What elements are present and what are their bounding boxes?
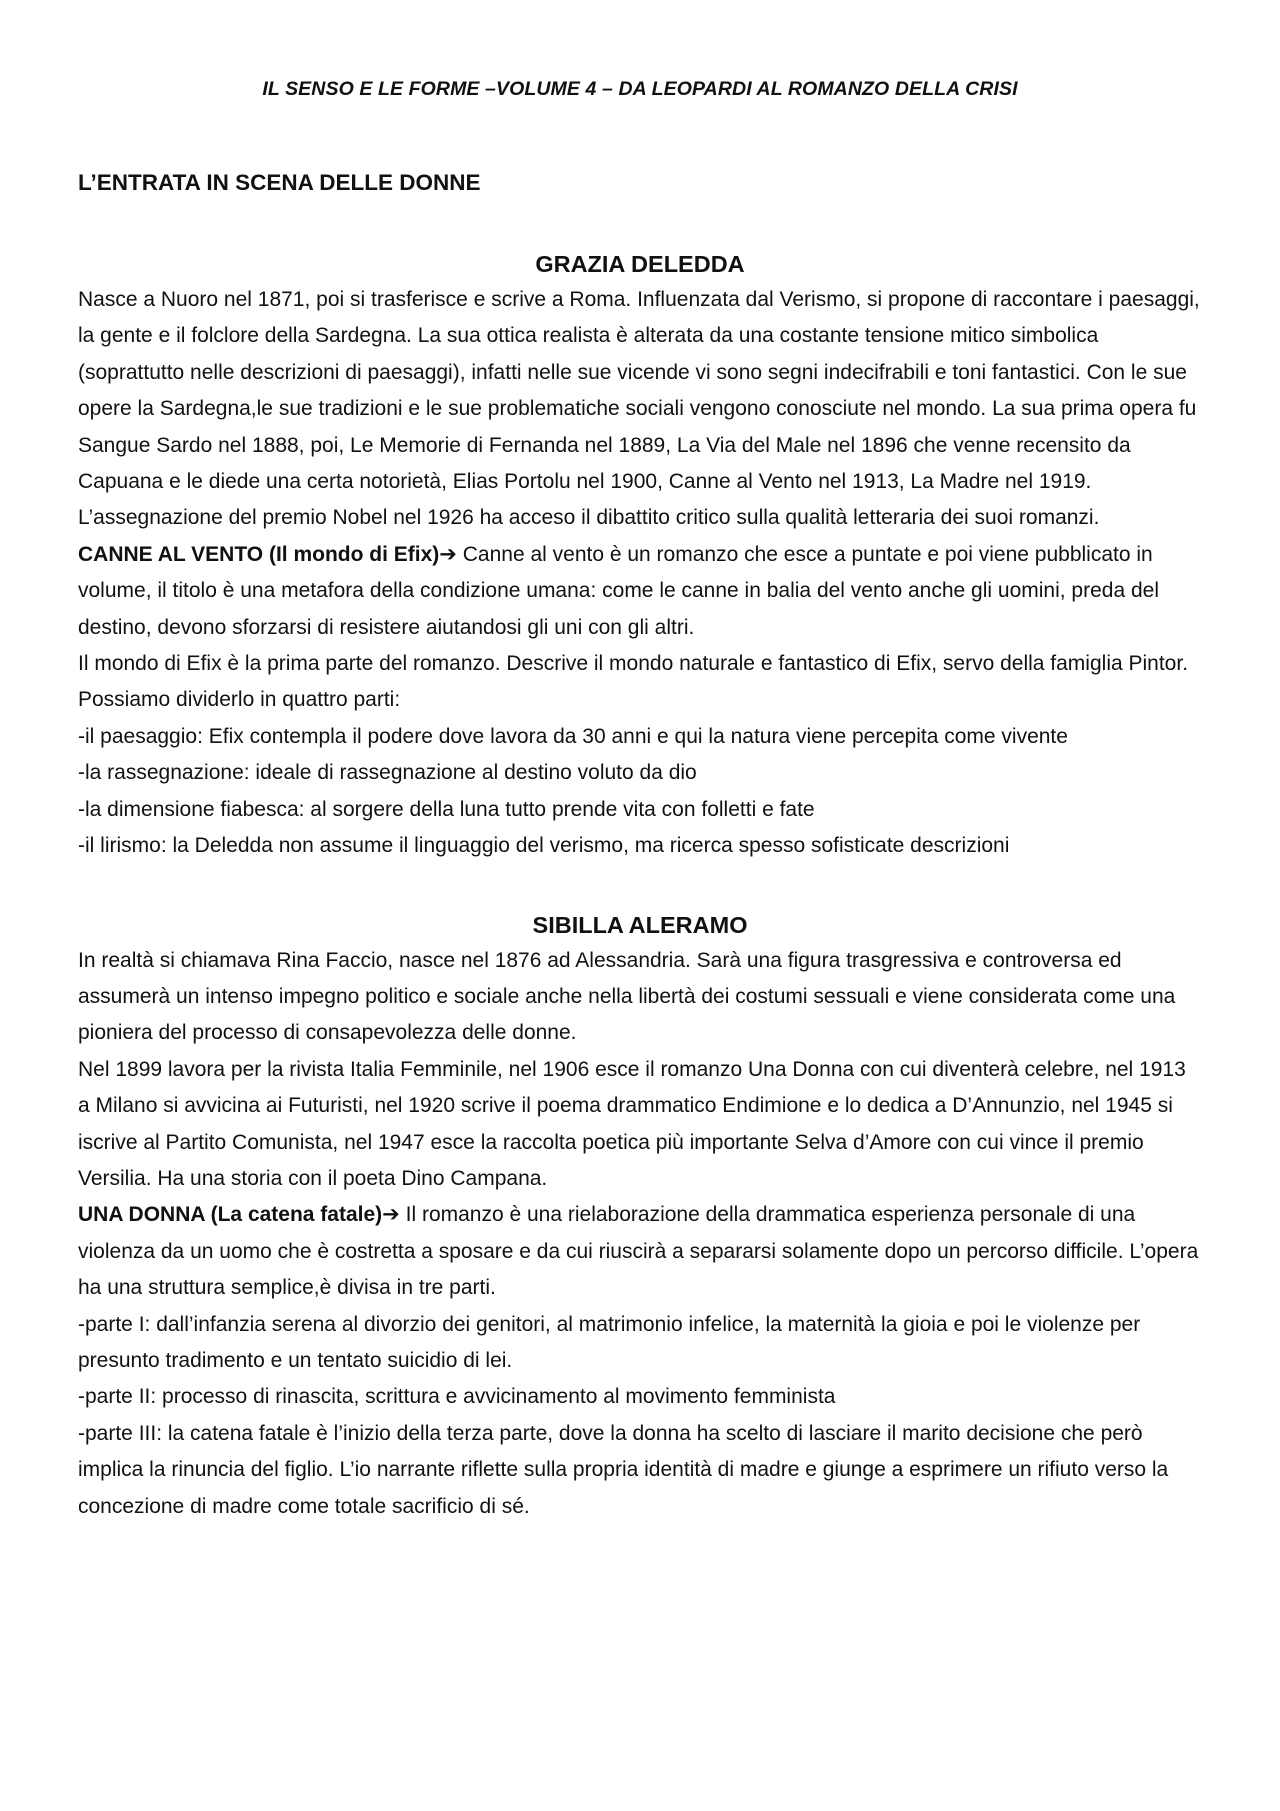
deledda-point-landscape: -il paesaggio: Efix contempla il podere dove lavora da 30 anni e qui la natura viene percepita come vivente — [78, 724, 1068, 748]
document-header: IL SENSO E LE FORME –VOLUME 4 – DA LEOPARDI AL ROMANZO DELLA CRISI — [262, 78, 1018, 100]
spacer — [78, 210, 1202, 246]
document-page — [78, 78, 1202, 1525]
arrow-right-icon: ➔ — [382, 1203, 400, 1227]
deledda-work-title: CANNE AL VENTO (Il mondo di Efix) — [78, 542, 440, 566]
aleramo-work-title: UNA DONNA (La catena fatale) — [78, 1203, 383, 1227]
author-heading-deledda: GRAZIA DELEDDA — [535, 251, 745, 277]
aleramo-work-paragraph — [78, 1197, 1202, 1306]
spacer — [78, 865, 1202, 907]
deledda-world-paragraph: Il mondo di Efix è la prima parte del romanzo. Descrive il mondo naturale e fantastico di Efix, servo della famiglia Pintor. Possiamo dividerlo in quattro parti: — [78, 652, 1189, 712]
aleramo-work-text: Il romanzo è una rielaborazione della drammatica esperienza personale di una violenza da un uomo che è costretta a sposare e da cui riuscirà a separarsi solamente dopo un percorso difficile. L’opera ha una struttura semplice,è divisa in tre parti. — [78, 1203, 1199, 1300]
arrow-right-icon: ➔ — [439, 542, 457, 566]
deledda-point-lyricism: -il lirismo: la Deledda non assume il linguaggio del verismo, ma ricerca spesso sofisticate descrizioni — [78, 834, 1010, 858]
aleramo-part-three: -parte III: la catena fatale è l’inizio della terza parte, dove la donna ha scelto di lasciare il marito decisione che però implica la rinuncia del figlio. L’io narrante riflette sulla propria identità di madre e giunge a esprimere un rifiuto verso la concezione di madre come totale sacrificio di sé. — [78, 1421, 1169, 1518]
aleramo-career-paragraph: Nel 1899 lavora per la rivista Italia Femminile, nel 1906 esce il romanzo Una Donna con cui diventerà celebre, nel 1913 a Milano si avvicina ai Futuristi, nel 1920 scrive il poema drammatico Endimione e lo dedica a D’Annunzio, nel 1945 si iscrive al Partito Comunista, nel 1947 esce la raccolta poetica più importante Selva d’Amore con cui vince il premio Versilia. Ha una storia con il poeta Dino Campana. — [78, 1057, 1186, 1190]
section-title: L’ENTRATA IN SCENA DELLE DONNE — [78, 170, 481, 195]
deledda-point-fairytale: -la dimensione fiabesca: al sorgere della luna tutto prende vita con folletti e fate — [78, 797, 815, 821]
author-heading-aleramo: SIBILLA ALERAMO — [532, 911, 748, 938]
aleramo-intro-paragraph: In realtà si chiamava Rina Faccio, nasce nel 1876 ad Alessandria. Sarà una figura trasgressiva e controversa ed assumerà un intenso impegno politico e sociale anche nella libertà dei costumi sessuali e viene considerata come una pioniera del processo di consapevolezza delle donne. — [78, 948, 1176, 1045]
aleramo-part-one: -parte I: dall’infanzia serena al divorzio dei genitori, al matrimonio infelice, la maternità la gioia e poi le violenze per presunto tradimento e un tentato suicidio di lei. — [78, 1312, 1141, 1372]
deledda-intro-paragraph: Nasce a Nuoro nel 1871, poi si trasferisce e scrive a Roma. Influenzata dal Verismo, si propone di raccontare i paesaggi, la gente e il folclore della Sardegna. La sua ottica realista è alterata da una costante tensione mitico simbolica (soprattutto nelle descrizioni di paesaggi), infatti nelle sue vicende vi sono segni indecifrabili e toni fantastici. Con le sue opere la Sardegna,le sue tradizioni e le sue problematiche sociali vengono conosciute nel mondo. La sua prima opera fu Sangue Sardo nel 1888, poi, Le Memorie di Fernanda nel 1889, La Via del Male nel 1896 che venne recensito da Capuana e le diede una certa notorietà, Elias Portolu nel 1900, Canne al Vento nel 1913, La Madre nel 1919. L’assegnazione del premio Nobel nel 1926 ha acceso il dibattito critico sulla qualità letteraria dei suoi romanzi. — [78, 288, 1200, 530]
deledda-work-paragraph — [78, 537, 1202, 646]
aleramo-part-two: -parte II: processo di rinascita, scrittura e avvicinamento al movimento femminista — [78, 1385, 836, 1409]
deledda-work-text: Canne al vento è un romanzo che esce a puntate e poi viene pubblicato in volume, il titolo è una metafora della condizione umana: come le canne in balia del vento anche gli uomini, preda del destino, devono sforzarsi di resistere aiutandosi gli uni con gli altri. — [78, 542, 1159, 639]
deledda-point-resignation: -la rassegnazione: ideale di rassegnazione al destino voluto da dio — [78, 761, 697, 785]
